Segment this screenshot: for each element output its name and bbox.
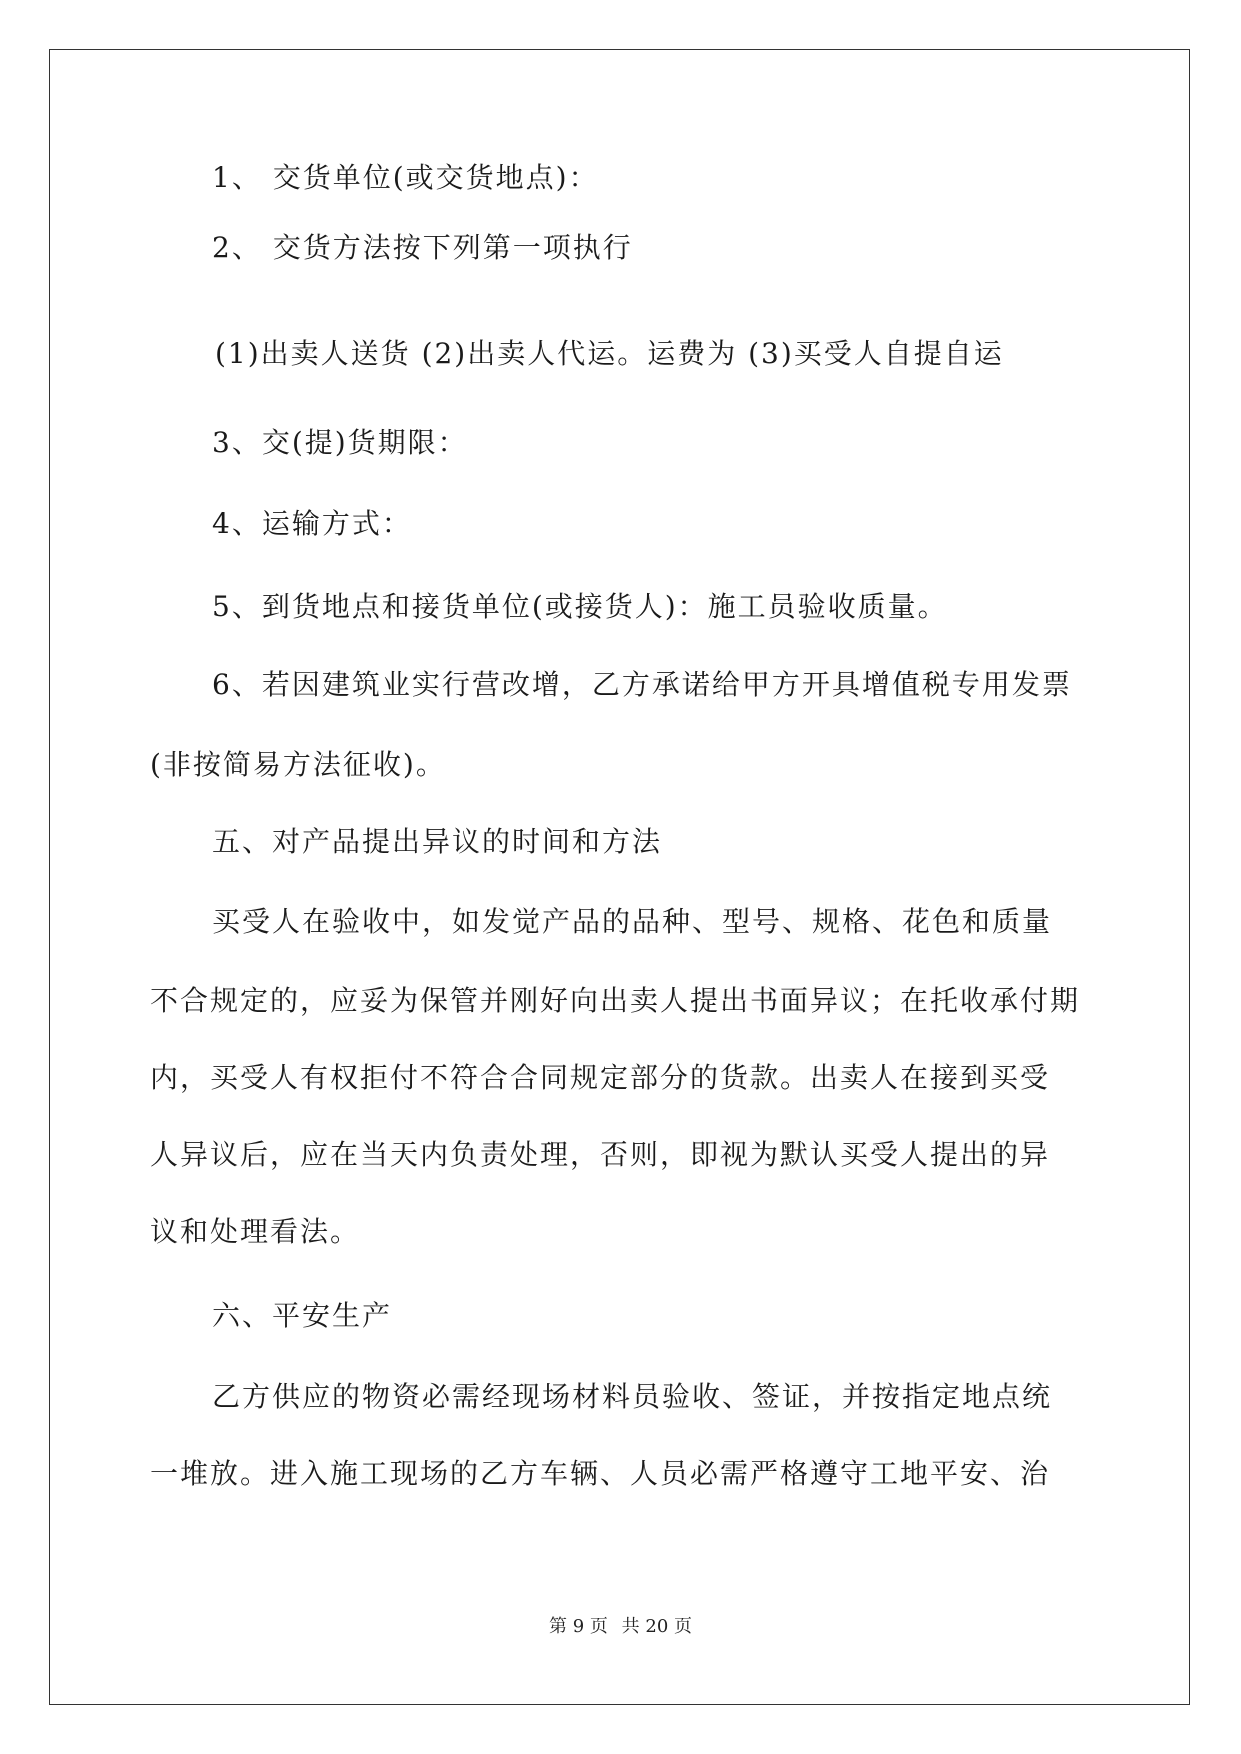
doc-line-10: 买受人在验收中，如发觉产品的品种、型号、规格、花色和质量	[212, 905, 1053, 938]
doc-line-8: (非按简易方法征收)。	[150, 748, 446, 781]
doc-line-16: 乙方供应的物资必需经现场材料员验收、签证，并按指定地点统	[212, 1380, 1053, 1413]
doc-line-11: 不合规定的，应妥为保管并刚好向出卖人提出书面异议；在托收承付期	[150, 984, 1081, 1017]
page-footer	[0, 1612, 1241, 1638]
page-number: 第 9 页	[549, 1616, 608, 1637]
section-heading-6: 六、平安生产	[212, 1299, 393, 1332]
doc-line-14: 议和处理看法。	[150, 1215, 361, 1248]
doc-line-6: 5、到货地点和接货单位(或接货人)：施工员验收质量。	[212, 590, 948, 623]
section-heading-5: 五、对产品提出异议的时间和方法	[212, 825, 663, 858]
doc-line-12: 内，买受人有权拒付不符合合同规定部分的货款。出卖人在接到买受	[150, 1061, 1051, 1094]
doc-line-4: 3、交(提)货期限：	[212, 426, 468, 459]
doc-line-5: 4、运输方式：	[212, 507, 412, 540]
total-pages: 共 20 页	[621, 1616, 692, 1637]
doc-line-7: 6、若因建筑业实行营改增，乙方承诺给甲方开具增值税专用发票	[212, 668, 1072, 701]
doc-line-2: 2、 交货方法按下列第一项执行	[212, 231, 633, 264]
doc-line-13: 人异议后，应在当天内负责处理，否则，即视为默认买受人提出的异	[150, 1138, 1051, 1171]
doc-line-1: 1、 交货单位(或交货地点)：	[212, 161, 599, 194]
doc-line-17: 一堆放。进入施工现场的乙方车辆、人员必需严格遵守工地平安、治	[150, 1457, 1051, 1490]
doc-line-3: (1)出卖人送货 (2)出卖人代运。运费为 (3)买受人自提自运	[215, 337, 1004, 370]
